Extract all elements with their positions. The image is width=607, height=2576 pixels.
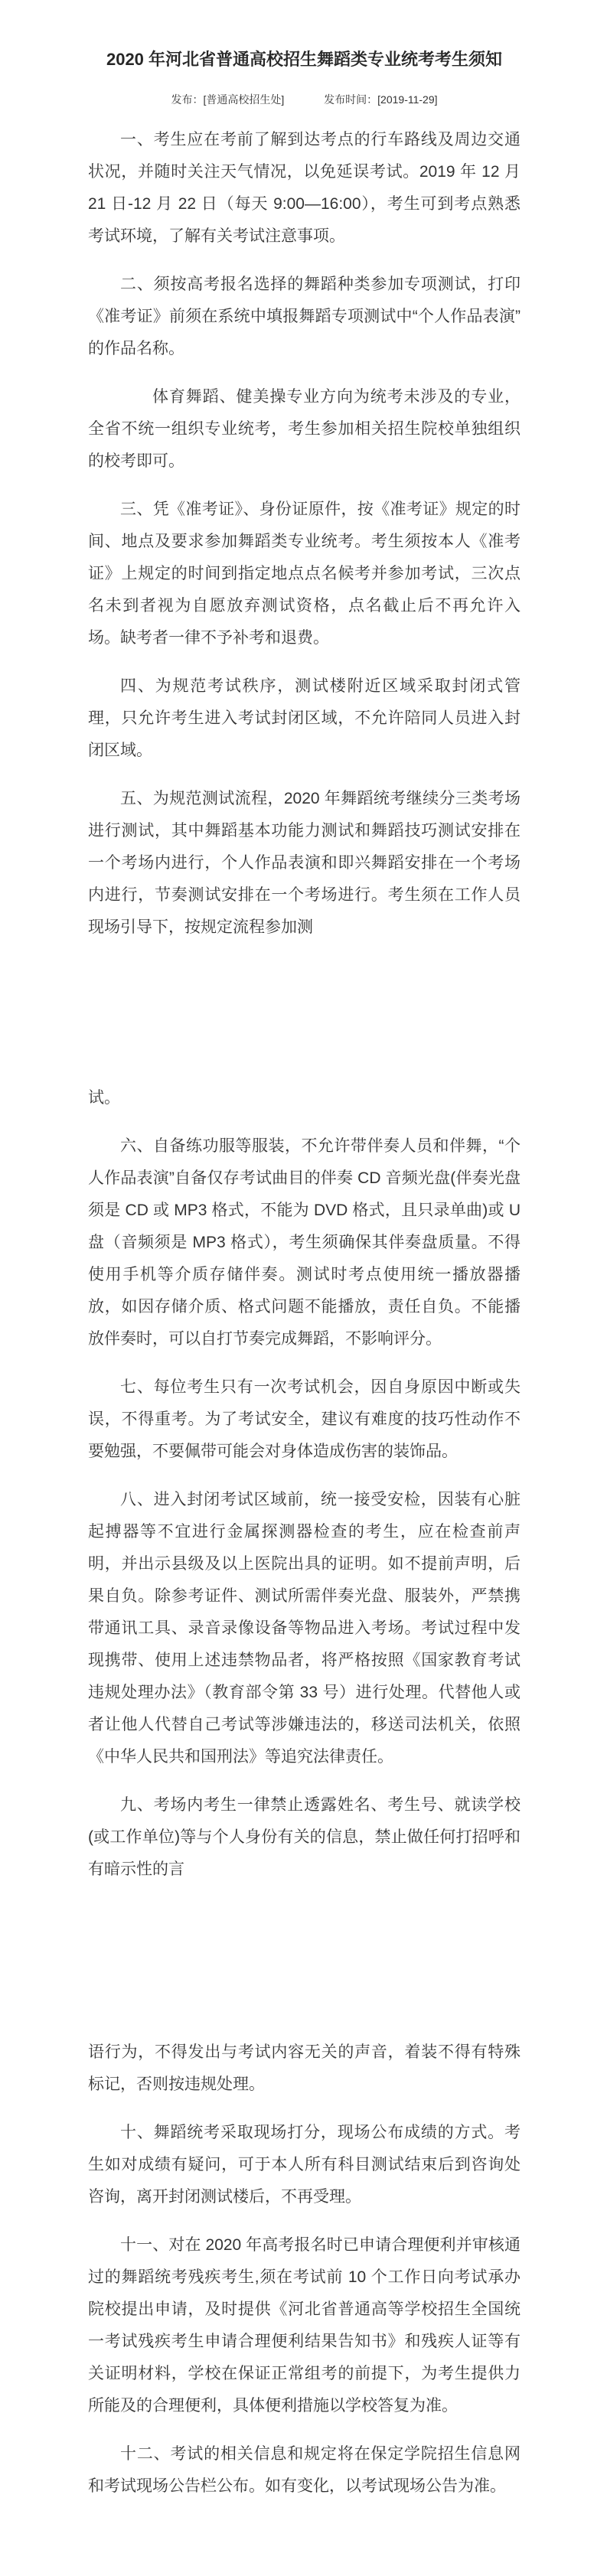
paragraph-4: 四、为规范考试秩序，测试楼附近区域采取封闭式管理，只允许考生进入考试封闭区域，不允许陪同人员进入封闭区域。	[88, 677, 521, 759]
page-title: 2020 年河北省普通高校招生舞蹈类专业统考考生须知	[106, 50, 503, 69]
paragraph-12: 十二、考试的相关信息和规定将在保定学院招生信息网和考试现场公告栏公布。如有变化，以考试现场公告为准。	[88, 2445, 521, 2495]
paragraph-2-note: 体育舞蹈、健美操专业方向为统考未涉及的专业，全省不统一组织专业统考，考生参加相关招生院校单独组织的校考即可。	[88, 388, 521, 470]
paragraph-8: 八、进入封闭考试区域前，统一接受安检，因装有心脏起搏器等不宜进行金属探测器检查的考生，应在检查前声明，并出示县级及以上医院出具的证明。如不提前声明，后果自负。除参考证件、测试所需伴奏光盘、服装外，严禁携带通讯工具、录音录像设备等物品进入考场。考试过程中发现携带、使用上述违禁物品者，将严格按照《国家教育考试违规处理办法》（教育部令第 33 号）进行处理。代替他人或者让他人代替自己考试等涉嫌违法的，移送司法机关，依照《中华人民共和国刑法》等追究法律责任。	[88, 1491, 521, 1766]
paragraph-6: 六、自备练功服等服装，不允许带伴奏人员和伴舞，“个人作品表演”自备仅存考试曲目的伴奏 CD 音频光盘(伴奏光盘须是 CD 或 MP3 格式，不能为 DVD 格式，且只录单曲)或 U 盘（音频须是 MP3 格式），考生须确保其伴奏盘质量。不得使用手机等介质存储伴奏。测试时考点使用统一播放器播放，如因存储介质、格式问题不能播放，责任自负。不能播放伴奏时，可以自打节奏完成舞蹈，不影响评分。	[88, 1137, 521, 1348]
paragraph-3: 三、凭《准考证》、身份证原件，按《准考证》规定的时间、地点及要求参加舞蹈类专业统考。考生须按本人《准考证》上规定的时间到指定地点点名候考并参加考试，三次点名未到者视为自愿放弃测试资格，点名截止后不再允许入场。缺考者一律不予补考和退费。	[88, 501, 521, 647]
paragraph-11: 十一、对在 2020 年高考报名时已申请合理便利并审核通过的舞蹈统考残疾考生,须在考试前 10 个工作日向考试承办院校提出申请，及时提供《河北省普通高等学校招生全国统一考试残疾考生申请合理便利结果告知书》和残疾人证等有关证明材料，学校在保证正常组考的前提下，为考生提供力所能及的合理便利，具体便利措施以学校答复为准。	[88, 2236, 521, 2415]
page-break-gap-1	[88, 944, 521, 1066]
page-break-gap-2	[88, 1886, 521, 2020]
paragraph-5-part2: 试。	[88, 1089, 120, 1107]
publisher-label: 发布：[普通高校招生处]	[171, 93, 285, 106]
publish-info	[88, 92, 521, 107]
paragraph-9-part1: 九、考场内考生一律禁止透露姓名、考生号、就读学校(或工作单位)等与个人身份有关的信息，禁止做任何打招呼和有暗示性的言	[88, 1796, 521, 1878]
paragraph-10: 十、舞蹈统考采取现场打分，现场公布成绩的方式。考生如对成绩有疑问，可于本人所有科目测试结束后到咨询处咨询，离开封闭测试楼后，不再受理。	[88, 2124, 521, 2206]
publish-time-label: 发布时间：[2019-11-29]	[324, 93, 438, 106]
paragraph-1: 一、考生应在考前了解到达考点的行车路线及周边交通状况，并随时关注天气情况，以免延误考试。2019 年 12 月 21 日-12 月 22 日（每天 9:00—16:00），考生可到考点熟悉考试环境，了解有关考试注意事项。	[88, 131, 521, 245]
paragraph-9-part2: 语行为，不得发出与考试内容无关的声音，着装不得有特殊标记，否则按违规处理。	[88, 2043, 521, 2093]
paragraph-7: 七、每位考生只有一次考试机会，因自身原因中断或失误，不得重考。为了考试安全，建议有难度的技巧性动作不要勉强，不要佩带可能会对身体造成伤害的装饰品。	[88, 1378, 521, 1460]
paragraph-5-part1: 五、为规范测试流程，2020 年舞蹈统考继续分三类考场进行测试，其中舞蹈基本功能力测试和舞蹈技巧测试安排在一个考场内进行，个人作品表演和即兴舞蹈安排在一个考场内进行，节奏测试安排在一个考场进行。考生须在工作人员现场引导下，按规定流程参加测	[88, 790, 521, 936]
paragraph-2: 二、须按高考报名选择的舞蹈种类参加专项测试，打印《准考证》前须在系统中填报舞蹈专项测试中“个人作品表演”的作品名称。	[88, 276, 521, 357]
